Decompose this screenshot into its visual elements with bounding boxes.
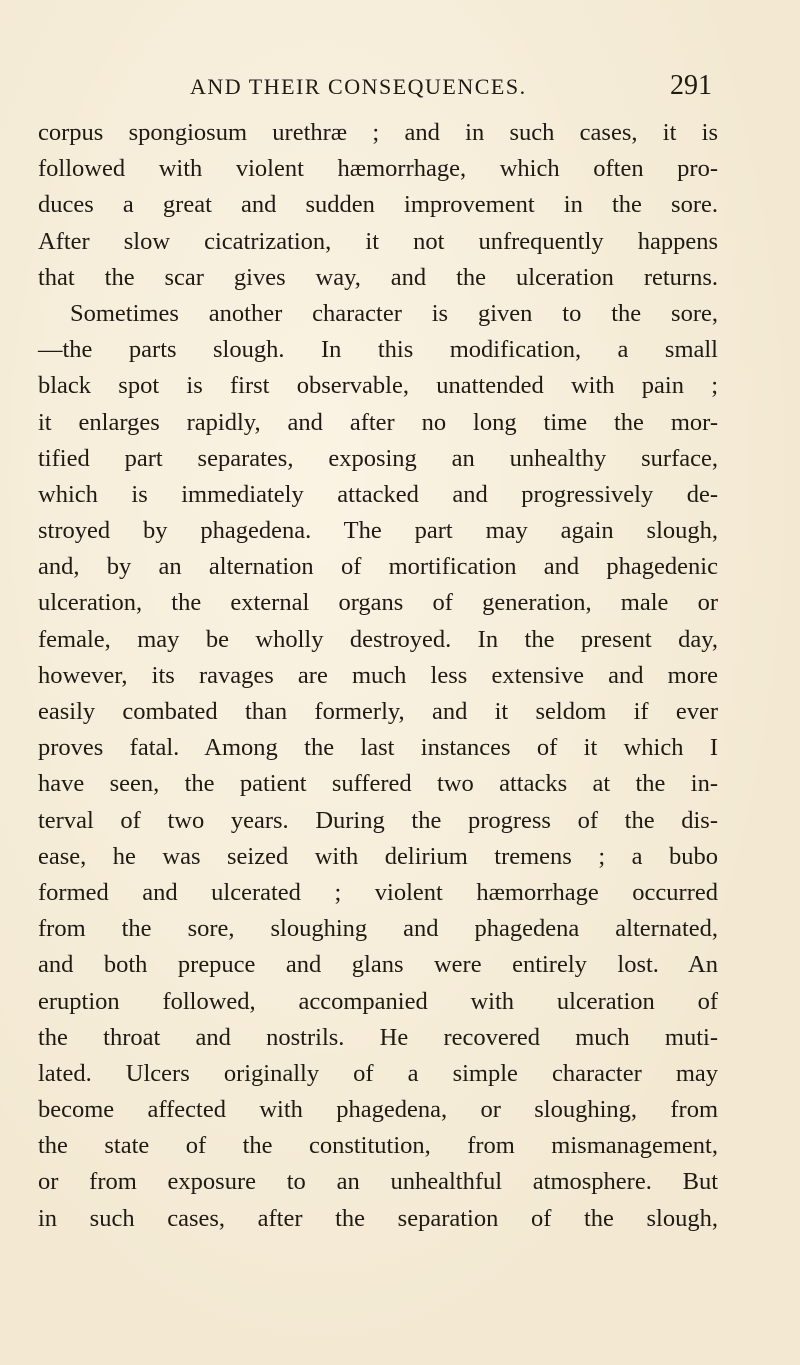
text-line: and both prepuce and glans were entirely lost. An [38, 951, 718, 979]
text-line: it enlarges rapidly, and after no long time the mor- [38, 408, 718, 436]
text-line: have seen, the patient suffered two attacks at the in- [38, 770, 718, 798]
text-line: from the sore, sloughing and phagedena alternated, [38, 915, 718, 943]
text-line: formed and ulcerated ; violent hæmorrhage occurred [38, 878, 718, 906]
body-text [38, 115, 718, 1237]
text-line: easily combated than formerly, and it seldom if ever [38, 698, 718, 725]
text-line: female, may be wholly destroyed. In the present day, [38, 625, 718, 653]
page-header [190, 70, 712, 110]
text-line: or from exposure to an unhealthful atmosphere. But [38, 1168, 718, 1196]
text-line: become affected with phagedena, or sloughing, from [38, 1096, 718, 1124]
page-number: 291 [670, 70, 712, 101]
text-line: the state of the constitution, from mismanagement, [38, 1132, 718, 1160]
text-line: in such cases, after the separation of the slough, [38, 1204, 718, 1232]
text-line: and, by an alternation of mortification and phagedenic [38, 553, 718, 581]
text-line: tified part separates, exposing an unhealthy surface, [38, 444, 718, 472]
text-line: which is immediately attacked and progressively de- [38, 480, 718, 508]
text-line: lated. Ulcers originally of a simple character may [38, 1059, 718, 1087]
text-line: ease, he was seized with delirium tremens ; a bubo [38, 842, 718, 870]
text-line: black spot is first observable, unattended with pain ; [38, 372, 718, 400]
text-line: proves fatal. Among the last instances of it which I [38, 734, 718, 762]
text-line: ulceration, the external organs of generation, male or [38, 589, 718, 617]
text-line: terval of two years. During the progress of the dis- [38, 806, 718, 834]
text-line: the throat and nostrils. He recovered much muti- [38, 1023, 718, 1051]
text-line: followed with violent hæmorrhage, which often pro- [38, 155, 718, 183]
text-line: however, its ravages are much less extensive and more [38, 661, 718, 689]
text-line: After slow cicatrization, it not unfrequently happens [38, 227, 718, 255]
text-line: —the parts slough. In this modification, a small [38, 336, 718, 364]
text-line: that the scar gives way, and the ulceration returns. [38, 263, 718, 291]
text-line: Sometimes another character is given to the sore, [70, 299, 718, 327]
text-line: duces a great and sudden improvement in the sore. [38, 191, 718, 219]
text-line: stroyed by phagedena. The part may again slough, [38, 517, 718, 545]
text-line: corpus spongiosum urethræ ; and in such cases, it is [38, 119, 718, 146]
running-head: AND THEIR CONSEQUENCES. [190, 74, 527, 99]
text-line: eruption followed, accompanied with ulceration of [38, 987, 718, 1015]
